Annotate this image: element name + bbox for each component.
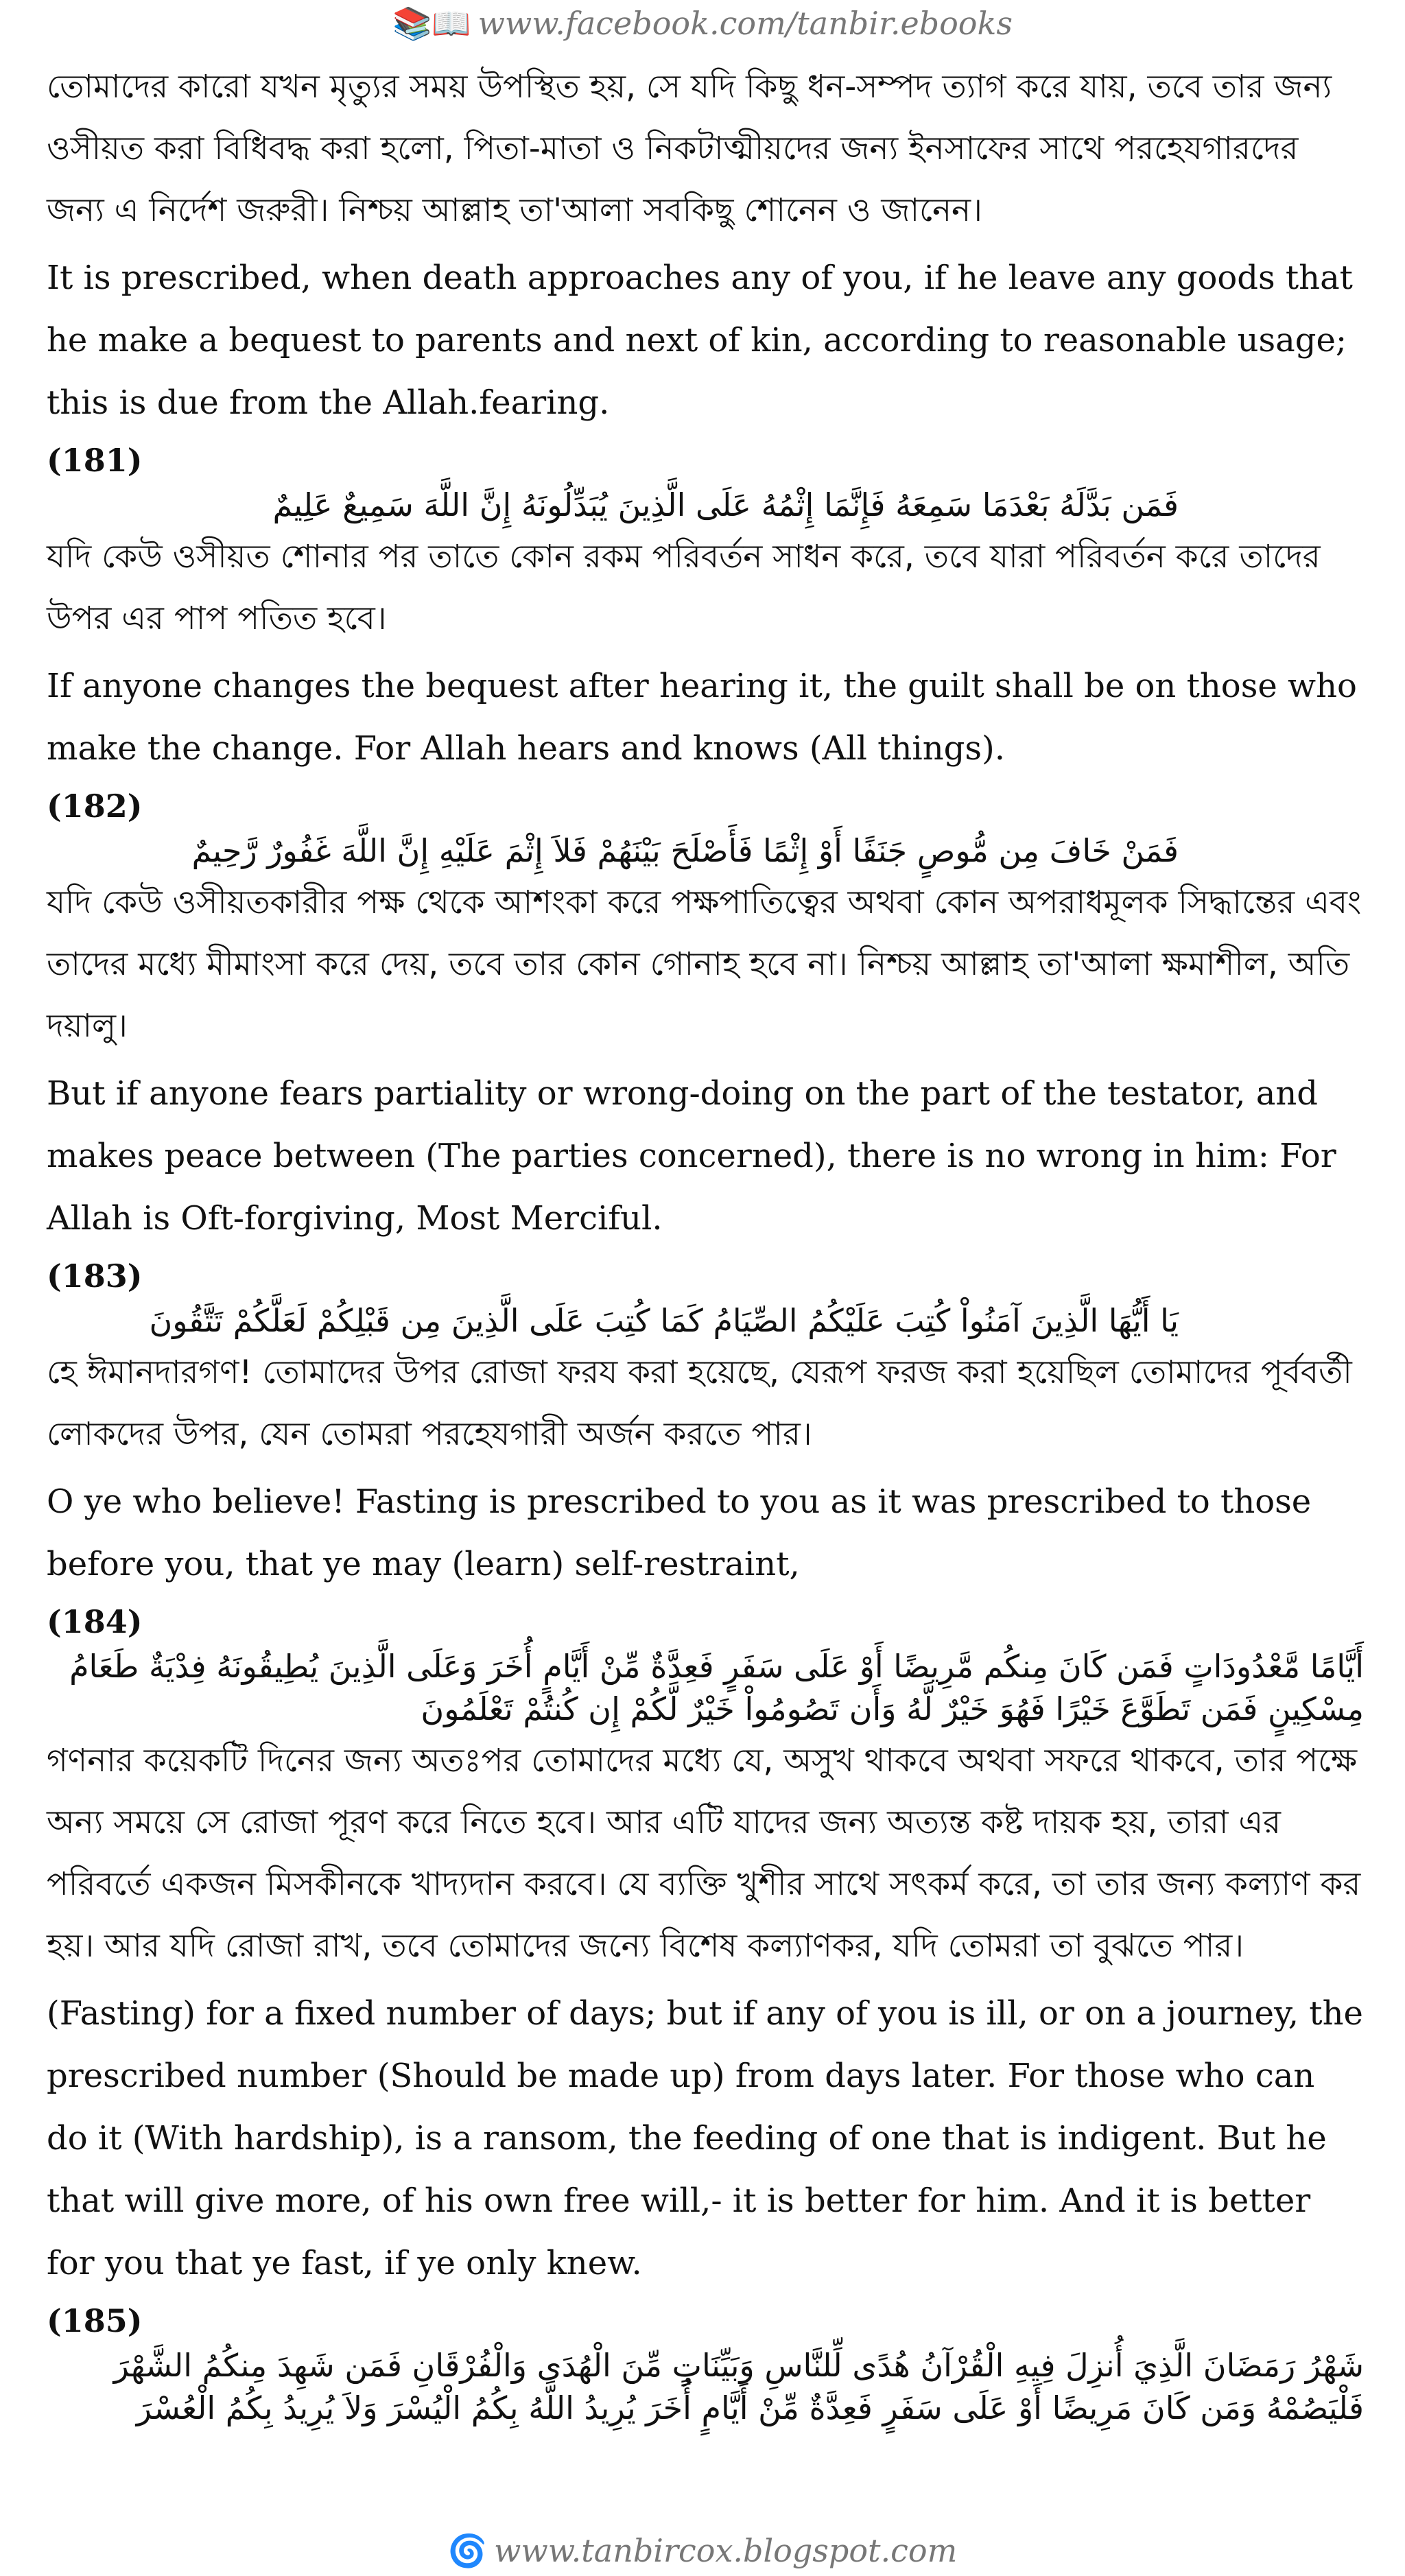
verse-number: (181)	[47, 442, 143, 479]
english-translation: But if anyone fears partiality or wrong-doing on the part of the testator, and makes peace between (The parties concerned), there is no wrong in him: For Allah is Oft-forgiving, Most Merciful.	[47, 1074, 1336, 1238]
page-content	[47, 56, 1364, 2429]
verse-number: (184)	[47, 1603, 143, 1640]
arabic-text: أَيَّامًا مَّعْدُودَاتٍ فَمَن كَانَ مِنكُم مَّرِيضًا أَوْ عَلَى سَفَرٍ فَعِدَّةٌ مِّنْ أَيَّامٍ أُخَرَ وَعَلَى الَّذِينَ يُطِيقُونَهُ فِدْيَةٌ طَعَامُ مِسْكِينٍ فَمَن تَطَوَّعَ خَيْرًا فَهُوَ خَيْرٌ لَّهُ وَأَن تَصُومُواْ خَيْرٌ لَّكُمْ إِن كُنتُمْ تَعْلَمُونَ	[69, 1648, 1364, 1727]
verse-block-181	[47, 441, 1364, 780]
verse-block-185	[47, 2302, 1364, 2429]
verse-number: (183)	[47, 1257, 143, 1295]
verse-block-180	[47, 56, 1364, 434]
arabic-text: فَمَنْ خَافَ مِن مُّوصٍ جَنَفًا أَوْ إِثْمًا فَأَصْلَحَ بَيْنَهُمْ فَلاَ إِثْمَ عَلَيْهِ إِنَّ اللَّهَ غَفُورٌ رَّحِيمٌ	[191, 832, 1179, 869]
page-footer	[0, 2530, 1405, 2571]
arabic-text: فَمَن بَدَّلَهُ بَعْدَمَا سَمِعَهُ فَإِنَّمَا إِثْمُهُ عَلَى الَّذِينَ يُبَدِّلُونَهُ إِنَّ اللَّهَ سَمِيعٌ عَلِيمٌ	[272, 486, 1179, 523]
arabic-text: شَهْرُ رَمَضَانَ الَّذِيَ أُنزِلَ فِيهِ الْقُرْآنُ هُدًى لِّلنَّاسِ وَبَيِّنَاتٍ مِّنَ الْهُدَى وَالْفُرْقَانِ فَمَن شَهِدَ مِنكُمُ الشَّهْرَ فَلْيَصُمْهُ وَمَن كَانَ مَرِيضًا أَوْ عَلَى سَفَرٍ فَعِدَّةٌ مِّنْ أَيَّامٍ أُخَرَ يُرِيدُ اللَّهُ بِكُمُ الْيُسْرَ وَلاَ يُرِيدُ بِكُمُ الْعُسْرَ	[113, 2347, 1364, 2426]
verse-block-183	[47, 1257, 1364, 1596]
bengali-translation: যদি কেউ ওসীয়তকারীর পক্ষ থেকে আশংকা করে পক্ষপাতিত্বের অথবা কোন অপরাধমূলক সিদ্ধান্তের এবং তাদের মধ্যে মীমাংসা করে দেয়, তবে তার কোন গোনাহ হবে না। নিশ্চয় আল্লাহ তা'আলা ক্ষমাশীল, অতি দয়ালু।	[47, 884, 1362, 1045]
english-translation: O ye who believe! Fasting is prescribed to you as it was prescribed to those before you, that ye may (learn) self-restraint,	[47, 1482, 1312, 1583]
verse-number: (185)	[47, 2302, 143, 2339]
english-translation: It is prescribed, when death approaches any of you, if he leave any goods that he make a bequest to parents and next of kin, according to reasonable usage; this is due from the Allah.fearing.	[47, 259, 1353, 422]
footer-url[interactable]: www.tanbircox.blogspot.com	[494, 2532, 958, 2569]
english-translation: If anyone changes the bequest after hearing it, the guilt shall be on those who make the change. For Allah hears and knows (All things).	[47, 667, 1357, 768]
books-icon: 📚📖	[392, 5, 471, 42]
page-header	[0, 3, 1405, 44]
header-url[interactable]: www.facebook.com/tanbir.ebooks	[477, 5, 1013, 42]
bengali-translation: গণনার কয়েকটি দিনের জন্য অতঃপর তোমাদের মধ্যে যে, অসুখ থাকবে অথবা সফরে থাকবে, তার পক্ষে অন্য সময়ে সে রোজা পূরণ করে নিতে হবে। আর এটি যাদের জন্য অত্যন্ত কষ্ট দায়ক হয়, তারা এর পরিবর্তে একজন মিসকীনকে খাদ্যদান করবে। যে ব্যক্তি খুশীর সাথে সৎকর্ম করে, তা তার জন্য কল্যাণ কর হয়। আর যদি রোজা রাখ, তবে তোমাদের জন্যে বিশেষ কল্যাণকর, যদি তোমরা তা বুঝতে পার।	[47, 1742, 1361, 1965]
arabic-text: يَا أَيُّهَا الَّذِينَ آمَنُواْ كُتِبَ عَلَيْكُمُ الصِّيَامُ كَمَا كُتِبَ عَلَى الَّذِينَ مِن قَبْلِكُمْ لَعَلَّكُمْ تَتَّقُونَ	[149, 1302, 1179, 1339]
bengali-translation: হে ঈমানদারগণ! তোমাদের উপর রোজা ফরয করা হয়েছে, যেরূপ ফরজ করা হয়েছিল তোমাদের পূর্ববর্তী লোকদের উপর, যেন তোমরা পরহেযগারী অর্জন করতে পার।	[47, 1354, 1352, 1453]
bengali-translation: যদি কেউ ওসীয়ত শোনার পর তাতে কোন রকম পরিবর্তন সাধন করে, তবে যারা পরিবর্তন করে তাদের উপর এর পাপ পতিত হবে।	[47, 538, 1321, 637]
english-translation: (Fasting) for a fixed number of days; but if any of you is ill, or on a journey, the prescribed number (Should be made up) from days later. For those who can do it (With hardship), is a ransom, the feeding of one that is indigent. But he that will give more, of his own free will,- it is better for him. And it is better for you that ye fast, if ye only knew.	[47, 1994, 1363, 2282]
verse-block-184	[47, 1603, 1364, 2295]
bengali-translation: তোমাদের কারো যখন মৃত্যুর সময় উপস্থিত হয়, সে যদি কিছু ধন-সম্পদ ত্যাগ করে যায়, তবে তার জন্য ওসীয়ত করা বিধিবদ্ধ করা হলো, পিতা-মাতা ও নিকটাত্মীয়দের জন্য ইনসাফের সাথে পরহেযগারদের জন্য এ নির্দেশ জরুরী। নিশ্চয় আল্লাহ তা'আলা সবকিছু শোনেন ও জানেন।	[47, 68, 1332, 229]
verse-number: (182)	[47, 788, 143, 825]
verse-block-182	[47, 787, 1364, 1250]
spiral-icon: 🌀	[447, 2532, 488, 2569]
